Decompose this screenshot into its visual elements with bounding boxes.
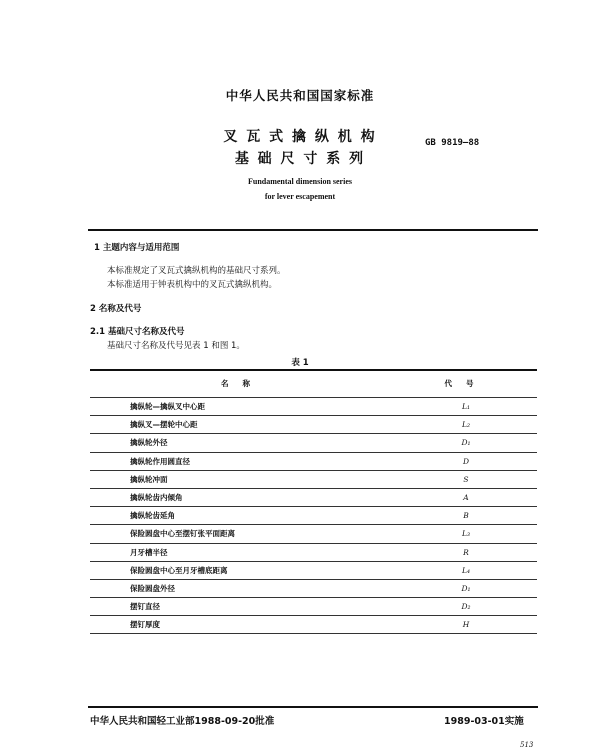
- section-1-paragraph-2: 本标准适用于钟表机构中的叉瓦式擒纵机构。: [107, 280, 278, 290]
- section-1-paragraph-1: 本标准规定了叉瓦式擒纵机构的基础尺寸系列。: [107, 266, 286, 276]
- column-header-name: 名称: [90, 370, 395, 398]
- footer-divider: [88, 706, 538, 708]
- table-row: [90, 470, 537, 488]
- header-divider: [88, 229, 538, 231]
- row-name: 擒纵轮外径: [90, 434, 395, 452]
- english-title-line2: for lever escapement: [264, 192, 336, 201]
- table-row: [90, 543, 537, 561]
- approval-statement: 中华人民共和国轻工业部1988-09-20批准: [90, 716, 275, 727]
- section-1-heading: 1 主题内容与适用范围: [94, 243, 180, 253]
- table-row: [90, 525, 537, 543]
- english-title-line1: Fundamental dimension series: [247, 177, 352, 186]
- row-code: A: [395, 488, 537, 506]
- row-code: S: [395, 470, 537, 488]
- section-2-1-paragraph: 基础尺寸名称及代号见表 1 和图 1。: [107, 341, 245, 351]
- row-code: D: [395, 452, 537, 470]
- page-number: 513: [520, 741, 534, 749]
- table-row: [90, 561, 537, 579]
- row-name: 擒纵轮—擒纵叉中心距: [90, 398, 395, 416]
- row-name: 月牙槽半径: [90, 543, 395, 561]
- row-code: D₁: [395, 579, 537, 597]
- table-caption: 表 1: [291, 358, 309, 368]
- row-name: 摆钉直径: [90, 598, 395, 616]
- dimension-table: [90, 370, 537, 634]
- table-row: [90, 452, 537, 470]
- row-code: L₄: [395, 561, 537, 579]
- table-header-row: [90, 370, 537, 398]
- row-name: 擒纵轮作用圆直径: [90, 452, 395, 470]
- row-code: D₂: [395, 598, 537, 616]
- row-code: L₁: [395, 398, 537, 416]
- document-title-line1: 叉 瓦 式 擒 纵 机 构: [223, 129, 377, 145]
- document-title-line2: 基 础 尺 寸 系 列: [234, 151, 366, 167]
- row-name: 摆钉厚度: [90, 616, 395, 634]
- table-row: [90, 488, 537, 506]
- table-row: [90, 416, 537, 434]
- row-code: B: [395, 507, 537, 525]
- table-row: [90, 398, 537, 416]
- row-code: D₁: [395, 434, 537, 452]
- section-2-1-heading: 2.1 基础尺寸名称及代号: [90, 327, 185, 337]
- row-name: 保险圆盘中心至月牙槽底距离: [90, 561, 395, 579]
- row-name: 擒纵叉—摆轮中心距: [90, 416, 395, 434]
- row-name: 擒纵轮齿延角: [90, 507, 395, 525]
- issuer-heading: 中华人民共和国国家标准: [225, 88, 375, 103]
- row-name: 擒纵轮齿内倾角: [90, 488, 395, 506]
- row-code: L₃: [395, 525, 537, 543]
- row-name: 保险圆盘中心至摆钉张平面距离: [90, 525, 395, 543]
- table-row: [90, 579, 537, 597]
- effective-date: 1989-03-01实施: [444, 716, 524, 727]
- section-2-heading: 2 名称及代号: [90, 304, 142, 314]
- table-row: [90, 434, 537, 452]
- row-name: 擒纵轮冲面: [90, 470, 395, 488]
- table-row: [90, 616, 537, 634]
- row-code: R: [395, 543, 537, 561]
- row-name: 保险圆盘外径: [90, 579, 395, 597]
- column-header-code: 代号: [395, 370, 537, 398]
- standard-number: GB 9819—88: [425, 138, 480, 148]
- row-code: L₂: [395, 416, 537, 434]
- table-row: [90, 507, 537, 525]
- row-code: H: [395, 616, 537, 634]
- table-row: [90, 598, 537, 616]
